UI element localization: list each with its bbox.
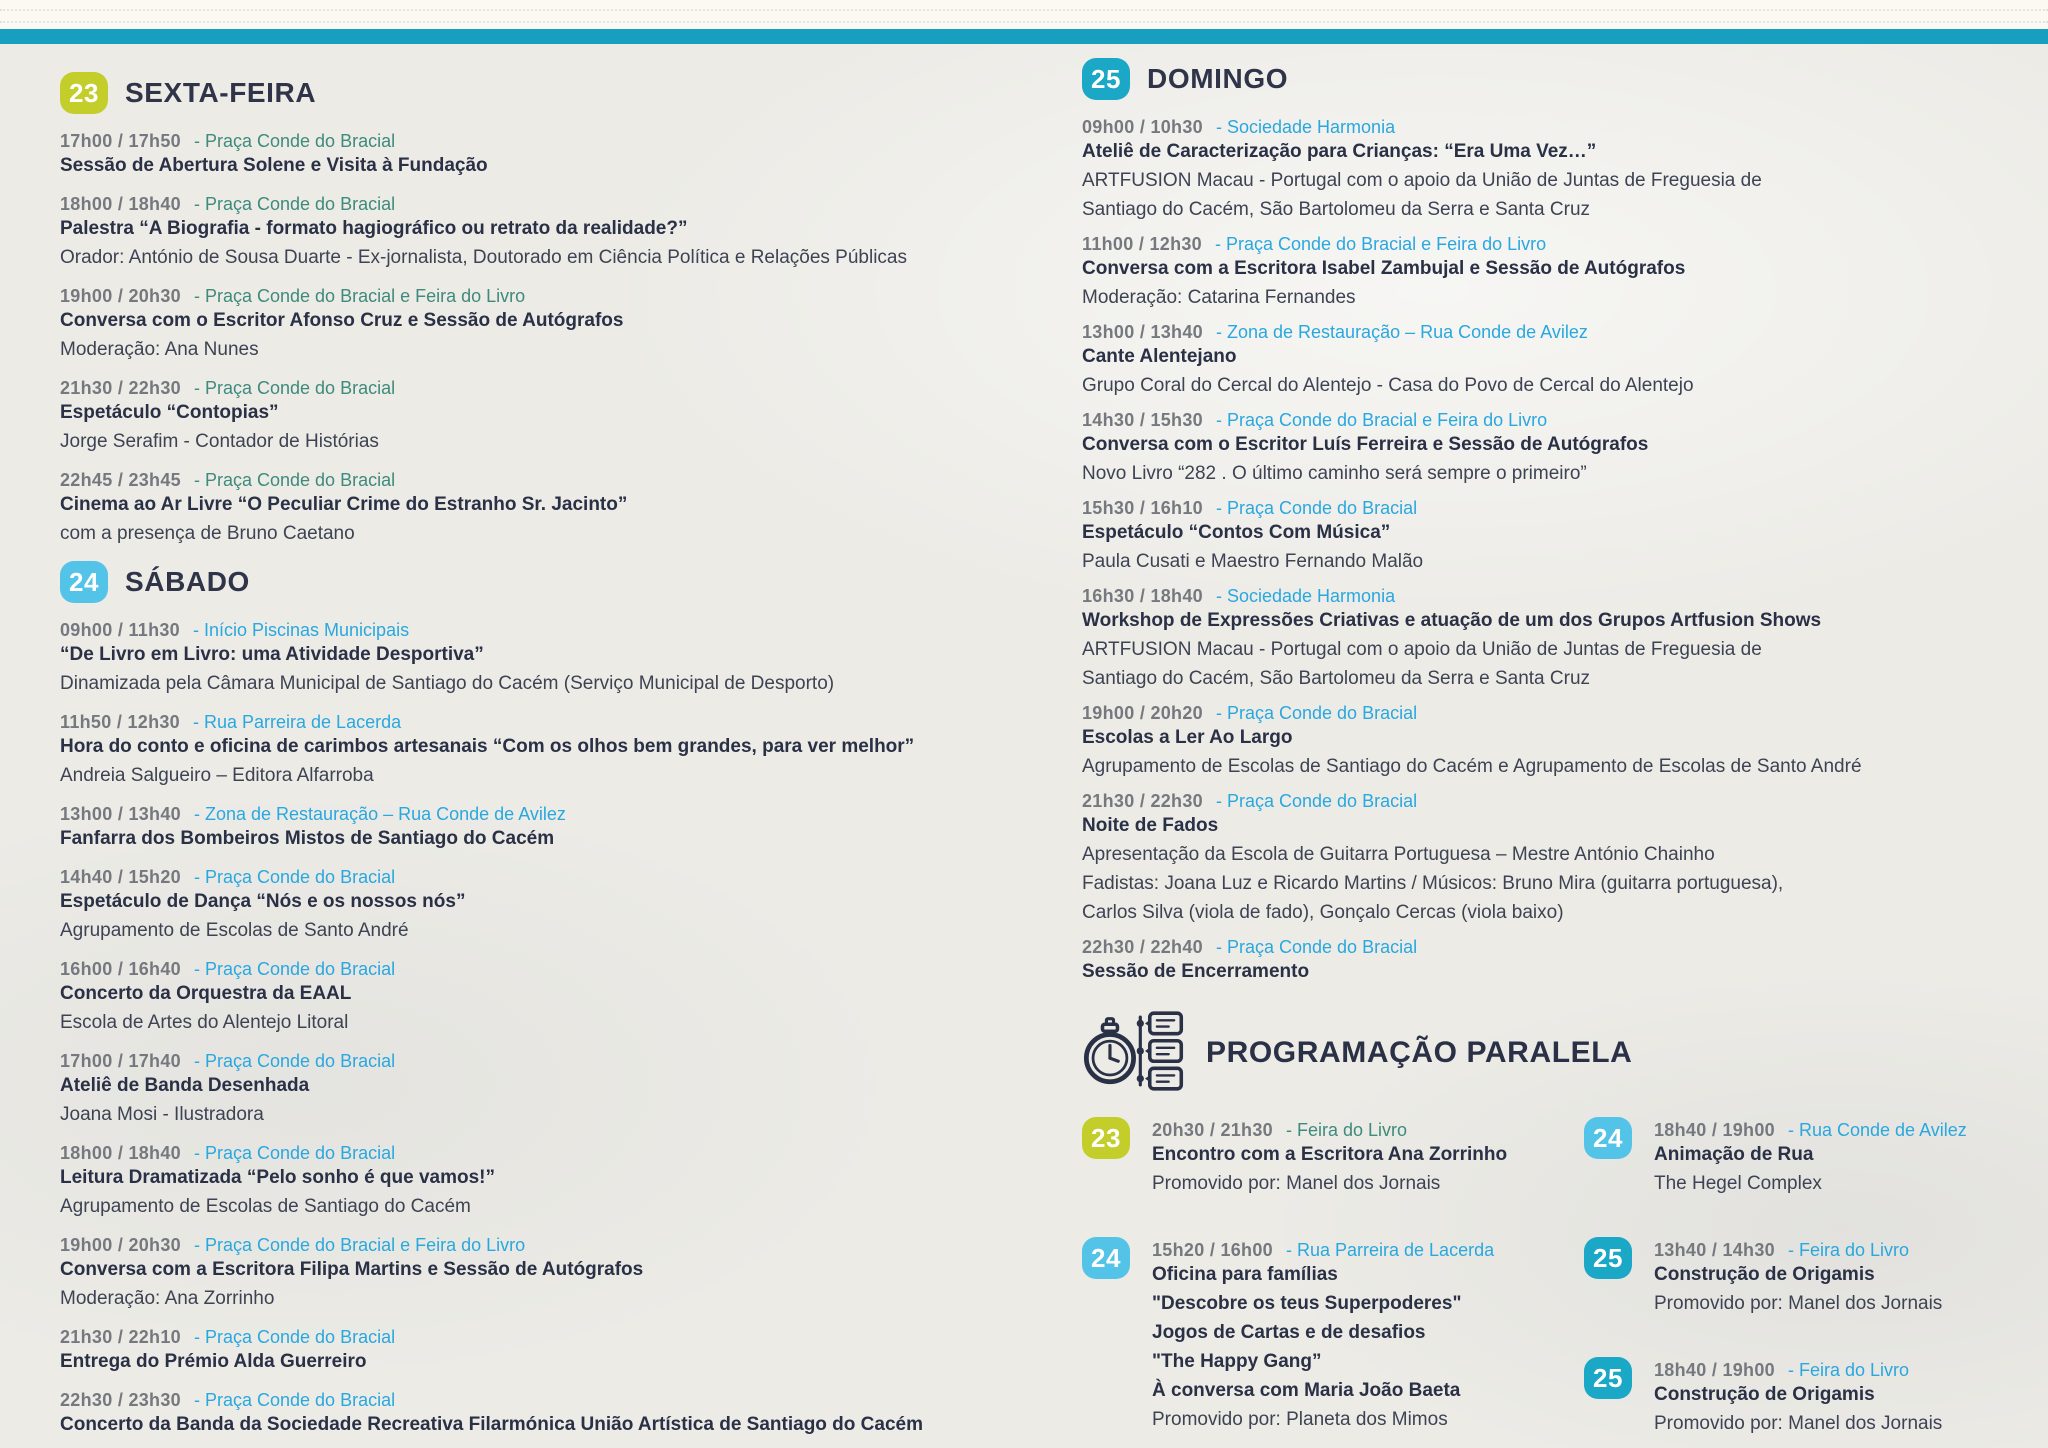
event-time: 11h00 / 12h30 bbox=[1082, 234, 1202, 254]
event-detail: Promovido por: Manel dos Jornais bbox=[1152, 1173, 1441, 1194]
event-detail: Grupo Coral do Cercal do Alentejo - Casa do Povo de Cercal do Alentejo bbox=[1082, 375, 1694, 396]
event-title: Conversa com o Escritor Luís Ferreira e Sessão de Autógrafos bbox=[1082, 434, 1649, 455]
event-title: “De Livro em Livro: uma Atividade Desportiva” bbox=[60, 644, 484, 665]
event bbox=[1654, 1239, 1942, 1315]
event-location: - Praça Conde do Bracial bbox=[1215, 791, 1418, 811]
event-time: 16h00 / 16h40 bbox=[60, 959, 181, 979]
event-schedule-line bbox=[60, 866, 980, 888]
event-detail: Fadistas: Joana Luz e Ricardo Martins / Músicos: Bruno Mira (guitarra portuguesa), bbox=[1082, 873, 1784, 894]
event-title: Espetáculo “Contopias” bbox=[60, 402, 279, 423]
event-title: Oficina para famílias bbox=[1152, 1264, 1338, 1285]
event-title-line: À conversa com Maria João Baeta bbox=[1152, 1380, 1461, 1401]
day-section-23 bbox=[60, 72, 980, 545]
parallel-entry-body bbox=[1654, 1237, 1942, 1327]
event-title: Sessão de Encerramento bbox=[1082, 961, 1310, 982]
event-time: 21h30 / 22h30 bbox=[60, 378, 181, 398]
event-detail: Joana Mosi - Ilustradora bbox=[60, 1104, 264, 1125]
event-title: Cante Alentejano bbox=[1082, 346, 1237, 367]
event-location: - Praça Conde do Bracial e Feira do Livro bbox=[1215, 234, 1547, 254]
event-location: - Feira do Livro bbox=[1787, 1240, 1910, 1260]
event-location: - Rua Parreira de Lacerda bbox=[1285, 1240, 1495, 1260]
event-time: 13h40 / 14h30 bbox=[1654, 1240, 1775, 1260]
event-time: 22h30 / 23h30 bbox=[60, 1390, 181, 1410]
parallel-program-header bbox=[1082, 1011, 2022, 1095]
event-detail: Jorge Serafim - Contador de Histórias bbox=[60, 431, 379, 452]
event-detail: Orador: António de Sousa Duarte - Ex-jornalista, Doutorado em Ciência Política e Relações Públicas bbox=[60, 247, 907, 268]
event bbox=[1082, 790, 2022, 924]
event bbox=[1082, 702, 2022, 778]
parallel-entry bbox=[1584, 1117, 2014, 1207]
event-time: 09h00 / 11h30 bbox=[60, 620, 180, 640]
event bbox=[60, 377, 980, 453]
event-title: Escolas a Ler Ao Largo bbox=[1082, 727, 1293, 748]
event-time: 18h00 / 18h40 bbox=[60, 1143, 181, 1163]
event-location: - Praça Conde do Bracial bbox=[193, 867, 396, 887]
event-location: - Praça Conde do Bracial bbox=[193, 1390, 396, 1410]
event-detail: ARTFUSION Macau - Portugal com o apoio da União de Juntas de Freguesia de bbox=[1082, 170, 1762, 191]
parallel-day-badge: 23 bbox=[1082, 1117, 1130, 1159]
event-location: - Praça Conde do Bracial e Feira do Livro bbox=[1215, 410, 1548, 430]
day-badge: 24 bbox=[60, 561, 108, 603]
event-title: Ateliê de Caracterização para Crianças: “Era Uma Vez…” bbox=[1082, 141, 1597, 162]
event-time: 15h30 / 16h10 bbox=[1082, 498, 1203, 518]
event-schedule-line bbox=[1152, 1119, 1507, 1141]
perforation-dots bbox=[0, 21, 2048, 23]
event-time: 09h00 / 10h30 bbox=[1082, 117, 1203, 137]
event-schedule-line bbox=[1082, 497, 2022, 519]
parallel-day-badge: 24 bbox=[1082, 1237, 1130, 1279]
event-title: Conversa com a Escritora Filipa Martins e Sessão de Autógrafos bbox=[60, 1259, 644, 1280]
event-detail: com a presença de Bruno Caetano bbox=[60, 523, 355, 544]
event-schedule-line bbox=[60, 1326, 980, 1348]
parallel-day-badge: 24 bbox=[1584, 1117, 1632, 1159]
event-schedule-line bbox=[1082, 790, 2022, 812]
event-title: Palestra “A Biografia - formato hagiográfico ou retrato da realidade?” bbox=[60, 218, 688, 239]
event bbox=[60, 285, 980, 361]
parallel-day-badge: 25 bbox=[1584, 1357, 1632, 1399]
event-schedule-line bbox=[60, 1142, 980, 1164]
day-title: SÁBADO bbox=[125, 566, 250, 597]
event-title: Entrega do Prémio Alda Guerreiro bbox=[60, 1351, 367, 1372]
event bbox=[1082, 497, 2022, 573]
event-time: 18h40 / 19h00 bbox=[1654, 1120, 1775, 1140]
parallel-entry bbox=[1584, 1357, 2014, 1447]
day-badge: 23 bbox=[60, 72, 108, 114]
event-detail: Novo Livro “282 . O último caminho será sempre o primeiro” bbox=[1082, 463, 1587, 484]
event-detail: ARTFUSION Macau - Portugal com o apoio da União de Juntas de Freguesia de bbox=[1082, 639, 1762, 660]
event bbox=[60, 803, 980, 850]
parallel-entry bbox=[1584, 1237, 2014, 1327]
event-title: Noite de Fados bbox=[1082, 815, 1219, 836]
event-schedule-line bbox=[60, 377, 980, 399]
event-detail: Carlos Silva (viola de fado), Gonçalo Cercas (viola baixo) bbox=[1082, 902, 1564, 923]
event-schedule-line bbox=[1654, 1119, 1967, 1141]
event-title: Concerto da Orquestra da EAAL bbox=[60, 983, 352, 1004]
event-detail: Moderação: Ana Zorrinho bbox=[60, 1288, 275, 1309]
event bbox=[1082, 233, 2022, 309]
day-section-24 bbox=[60, 561, 980, 1436]
event-time: 14h30 / 15h30 bbox=[1082, 410, 1203, 430]
event-schedule-line bbox=[60, 958, 980, 980]
event-schedule-line bbox=[1654, 1239, 1942, 1261]
event-location: - Praça Conde do Bracial bbox=[193, 378, 396, 398]
perforation-dots bbox=[0, 9, 2048, 11]
event-schedule-line bbox=[60, 1389, 980, 1411]
event bbox=[1082, 936, 2022, 983]
clock-schedule-icon bbox=[1082, 1010, 1186, 1097]
event-schedule-line bbox=[60, 469, 980, 491]
event bbox=[60, 1050, 980, 1126]
event-location: - Praça Conde do Bracial e Feira do Livro bbox=[193, 286, 526, 306]
event-time: 14h40 / 15h20 bbox=[60, 867, 181, 887]
event-location: - Praça Conde do Bracial bbox=[193, 131, 396, 151]
event-time: 18h00 / 18h40 bbox=[60, 194, 181, 214]
parallel-entry bbox=[1082, 1237, 1584, 1443]
event-time: 22h45 / 23h45 bbox=[60, 470, 181, 490]
event-location: - Praça Conde do Bracial bbox=[1215, 937, 1418, 957]
event-location: - Zona de Restauração – Rua Conde de Avilez bbox=[193, 804, 566, 824]
event-title-line: "The Happy Gang” bbox=[1152, 1351, 1322, 1372]
event-title: Workshop de Expressões Criativas e atuação de um dos Grupos Artfusion Shows bbox=[1082, 610, 1822, 631]
event-location: - Praça Conde do Bracial bbox=[193, 1051, 396, 1071]
top-strip bbox=[0, 0, 2048, 29]
event-location: - Zona de Restauração – Rua Conde de Avilez bbox=[1215, 322, 1588, 342]
event-title: Conversa com a Escritora Isabel Zambujal e Sessão de Autógrafos bbox=[1082, 258, 1686, 279]
event-schedule-line bbox=[60, 711, 980, 733]
event-schedule-line bbox=[1654, 1359, 1942, 1381]
event bbox=[60, 1142, 980, 1218]
event-detail: Moderação: Ana Nunes bbox=[60, 339, 259, 360]
event bbox=[1152, 1119, 1507, 1195]
event-location: - Feira do Livro bbox=[1285, 1120, 1408, 1140]
event-title: Conversa com o Escritor Afonso Cruz e Sessão de Autógrafos bbox=[60, 310, 624, 331]
event-time: 13h00 / 13h40 bbox=[1082, 322, 1203, 342]
day-header bbox=[60, 561, 980, 603]
event-time: 19h00 / 20h30 bbox=[60, 1235, 181, 1255]
parallel-day-badge: 25 bbox=[1584, 1237, 1632, 1279]
event bbox=[60, 711, 980, 787]
event-schedule-line bbox=[60, 619, 980, 641]
event-title: Construção de Origamis bbox=[1654, 1384, 1875, 1405]
event-title: Concerto da Banda da Sociedade Recreativa Filarmónica União Artística de Santiago do Cacém bbox=[60, 1414, 923, 1435]
event-schedule-line bbox=[1082, 702, 2022, 724]
event-detail: Apresentação da Escola de Guitarra Portuguesa – Mestre António Chainho bbox=[1082, 844, 1715, 865]
event-schedule-line bbox=[1082, 116, 2022, 138]
event bbox=[60, 619, 980, 695]
event-title: Espetáculo de Dança “Nós e os nossos nós” bbox=[60, 891, 466, 912]
event bbox=[1082, 409, 2022, 485]
parallel-program-title: PROGRAMAÇÃO PARALELA bbox=[1206, 1036, 1633, 1069]
event-location: - Praça Conde do Bracial e Feira do Livro bbox=[193, 1235, 526, 1255]
teal-accent-bar bbox=[0, 29, 2048, 44]
event-schedule-line bbox=[1082, 321, 2022, 343]
event-time: 18h40 / 19h00 bbox=[1654, 1360, 1775, 1380]
day-header bbox=[1082, 58, 2022, 100]
event-schedule-line bbox=[1082, 233, 2022, 255]
sunday-section-mount bbox=[1082, 58, 2022, 983]
event-title: Sessão de Abertura Solene e Visita à Fundação bbox=[60, 155, 488, 176]
parallel-entry-body bbox=[1152, 1117, 1507, 1207]
event-schedule-line bbox=[1082, 585, 2022, 607]
event-title: Encontro com a Escritora Ana Zorrinho bbox=[1152, 1144, 1508, 1165]
day-header bbox=[60, 72, 980, 114]
event bbox=[60, 1326, 980, 1373]
event-schedule-line bbox=[60, 285, 980, 307]
event-title: Construção de Origamis bbox=[1654, 1264, 1875, 1285]
event-detail: Agrupamento de Escolas de Santiago do Cacém bbox=[60, 1196, 471, 1217]
parallel-entry-body bbox=[1152, 1237, 1494, 1443]
event-time: 21h30 / 22h30 bbox=[1082, 791, 1203, 811]
event-time: 19h00 / 20h30 bbox=[60, 286, 181, 306]
event-time: 17h00 / 17h50 bbox=[60, 131, 181, 151]
event-time: 21h30 / 22h10 bbox=[60, 1327, 181, 1347]
event-location: - Praça Conde do Bracial bbox=[193, 194, 396, 214]
event-detail: Dinamizada pela Câmara Municipal de Santiago do Cacém (Serviço Municipal de Desporto) bbox=[60, 673, 835, 694]
event-location: - Praça Conde do Bracial bbox=[1215, 498, 1418, 518]
parallel-entry bbox=[1082, 1117, 1584, 1207]
event-detail: Santiago do Cacém, São Bartolomeu da Serra e Santa Cruz bbox=[1082, 668, 1591, 689]
event-location: - Praça Conde do Bracial bbox=[193, 1327, 396, 1347]
event-location: - Rua Parreira de Lacerda bbox=[193, 712, 402, 732]
event-time: 13h00 / 13h40 bbox=[60, 804, 181, 824]
event-title: Animação de Rua bbox=[1654, 1144, 1814, 1165]
event-schedule-line bbox=[1082, 409, 2022, 431]
event-location: - Feira do Livro bbox=[1787, 1360, 1910, 1380]
event-title: Fanfarra dos Bombeiros Mistos de Santiago do Cacém bbox=[60, 828, 555, 849]
event-location: - Praça Conde do Bracial bbox=[193, 1143, 396, 1163]
event-time: 16h30 / 18h40 bbox=[1082, 586, 1203, 606]
day-section-25 bbox=[1082, 58, 2022, 983]
event-schedule-line bbox=[60, 130, 980, 152]
event-detail: Moderação: Catarina Fernandes bbox=[1082, 287, 1356, 308]
event-detail: Agrupamento de Escolas de Santiago do Cacém e Agrupamento de Escolas de Santo André bbox=[1082, 756, 1862, 777]
event-title: Hora do conto e oficina de carimbos artesanais “Com os olhos bem grandes, para ver melhor” bbox=[60, 736, 915, 757]
event bbox=[60, 469, 980, 545]
event-location: - Sociedade Harmonia bbox=[1215, 117, 1396, 137]
event-schedule-line bbox=[60, 1050, 980, 1072]
event-location: - Sociedade Harmonia bbox=[1215, 586, 1396, 606]
event-location: - Praça Conde do Bracial bbox=[193, 959, 396, 979]
event bbox=[60, 958, 980, 1034]
event bbox=[60, 1234, 980, 1310]
event-detail: Promovido por: Manel dos Jornais bbox=[1654, 1413, 1943, 1434]
event bbox=[1082, 116, 2022, 221]
event-location: - Início Piscinas Municipais bbox=[193, 620, 410, 640]
event bbox=[60, 1389, 980, 1436]
event-location: - Praça Conde do Bracial bbox=[193, 470, 396, 490]
event-detail: Promovido por: Manel dos Jornais bbox=[1654, 1293, 1943, 1314]
day-badge: 25 bbox=[1082, 58, 1130, 100]
parallel-program-grid bbox=[1082, 1117, 2022, 1448]
parallel-entry-body bbox=[1654, 1117, 1967, 1207]
event-detail: The Hegel Complex bbox=[1654, 1173, 1822, 1194]
event-detail: Andreia Salgueiro – Editora Alfarroba bbox=[60, 765, 374, 786]
event bbox=[1654, 1119, 1967, 1195]
event bbox=[1152, 1239, 1494, 1431]
event-schedule-line bbox=[60, 803, 980, 825]
event bbox=[1082, 321, 2022, 397]
event bbox=[60, 866, 980, 942]
event-detail: Paula Cusati e Maestro Fernando Malão bbox=[1082, 551, 1424, 572]
event-title: Cinema ao Ar Livre “O Peculiar Crime do Estranho Sr. Jacinto” bbox=[60, 494, 628, 515]
parallel-column-1 bbox=[1082, 1117, 1584, 1448]
event-location: - Praça Conde do Bracial bbox=[1215, 703, 1418, 723]
event bbox=[1654, 1359, 1942, 1435]
day-title: SEXTA-FEIRA bbox=[125, 77, 317, 108]
parallel-column-2 bbox=[1584, 1117, 2014, 1448]
event-title: Espetáculo “Contos Com Música” bbox=[1082, 522, 1391, 543]
event bbox=[1082, 585, 2022, 690]
event-time: 15h20 / 16h00 bbox=[1152, 1240, 1273, 1260]
day-title: DOMINGO bbox=[1147, 63, 1289, 94]
event-title-line: "Descobre os teus Superpoderes" bbox=[1152, 1293, 1462, 1314]
event-time: 11h50 / 12h30 bbox=[60, 712, 180, 732]
event-schedule-line bbox=[60, 193, 980, 215]
event-title: Ateliê de Banda Desenhada bbox=[60, 1075, 310, 1096]
event-schedule-line bbox=[60, 1234, 980, 1256]
event-schedule-line bbox=[1082, 936, 2022, 958]
event-detail: Santiago do Cacém, São Bartolomeu da Serra e Santa Cruz bbox=[1082, 199, 1591, 220]
right-column bbox=[1082, 58, 2022, 1448]
parallel-entry-body bbox=[1654, 1357, 1942, 1447]
event bbox=[60, 130, 980, 177]
event bbox=[60, 193, 980, 269]
event-time: 20h30 / 21h30 bbox=[1152, 1120, 1273, 1140]
event-detail: Agrupamento de Escolas de Santo André bbox=[60, 920, 409, 941]
event-title: Leitura Dramatizada “Pelo sonho é que vamos!” bbox=[60, 1167, 495, 1188]
event-time: 19h00 / 20h20 bbox=[1082, 703, 1203, 723]
event-time: 17h00 / 17h40 bbox=[60, 1051, 181, 1071]
event-title-line: Jogos de Cartas e de desafios bbox=[1152, 1322, 1426, 1343]
event-detail: Promovido por: Planeta dos Mimos bbox=[1152, 1409, 1448, 1430]
event-detail: Escola de Artes do Alentejo Litoral bbox=[60, 1012, 349, 1033]
event-location: - Rua Conde de Avilez bbox=[1787, 1120, 1967, 1140]
event-time: 22h30 / 22h40 bbox=[1082, 937, 1203, 957]
event-schedule-line bbox=[1152, 1239, 1494, 1261]
left-column bbox=[60, 72, 980, 1448]
